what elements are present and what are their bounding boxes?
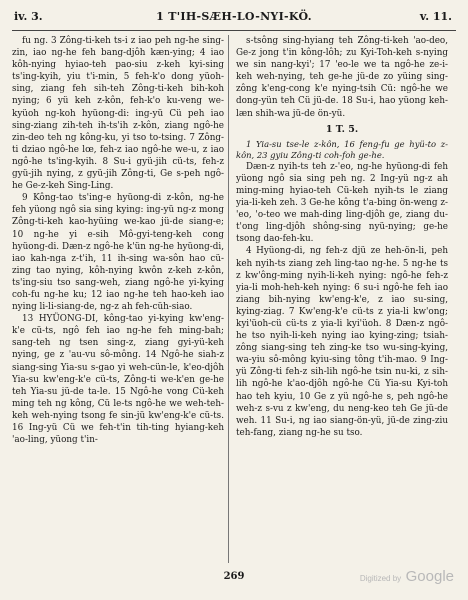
book-title: 1 T'IH-SÆH-LO-NYI-KÖ. bbox=[156, 10, 312, 23]
paragraph: fu ng. 3 Zông-ti-keh ts-i z iao peh ng-he sing-zin, iao ng-he feh bang-djôh kæn-ying; 4 iao kôh-nying hyiao-teh pao-siu z-keh kyi-sing ts'ing-kyih, yiu t'i-min, 5 feh-k'o dong yüoh-sing, ziang feh sih-teh Zông-ti-keh bih-koh nying; 6 yü keh z-kôn, feh-k'o ku-veng we-kyüoh ng-koh hyüong-di: ing-yü Cü peh iao sing-ziang zih-teh ih-ts'ih z-kôn, ziang ngô-he zin-deo teh ng kông-ku, yi tso to-tsing. 7 Zông-ti dziao ngô-he lœ, feh-z iao ngô-he we-u, z iao ngô-he ts'ing-kyih. 8 Su-i gyü-jih cü-ts, feh-z gyü-jih nying, z gyü-jih Zông-ti, Ge s-peh ngô-he Ge-z-keh Sing-Ling. bbox=[12, 36, 224, 192]
section-heading: 1 T. 5. bbox=[325, 123, 359, 135]
digitized-watermark bbox=[360, 568, 454, 586]
column-divider bbox=[228, 35, 229, 563]
watermark-prefix: Digitized by bbox=[359, 574, 402, 583]
paragraph: s-tsông sing-hyiang teh Zông-ti-keh 'ao-deo, Ge-z jong t'in kông-lôh; zu Kyi-Toh-keh s-nying we sin nang-kyi'; 17 'eo-le we ta ngô-he ze-i-keh weh-nying, teh ge-he jü-de zo yüing sing-zông k'eng-cong k'e nying-tsih Cü: ngô-he we dong-yün teh Cü jü-de. 18 Su-i, hao yüong keh-læn shih-wa jü-de ön-yü. bbox=[236, 36, 448, 119]
section-summary: 1 Yia-su tse-le z-kôn, 16 feng-fu ge hyü-to z-kôn, 23 gyiu Zông-ti coh-foh ge-he. bbox=[236, 138, 448, 160]
page-number: 269 bbox=[223, 571, 245, 582]
running-header bbox=[12, 10, 456, 28]
paragraph: 13 HYÜONG-DI, kông-tao yi-kying kw'eng-k'e cü-ts, ngô feh iao ng-he feh ming-bah; sang-teh ng tsen sing-z, ziang gyi-yü-keh nying, ge z 'au-vu sô-mông. 14 Ngô-he siah-z siang-sing Yia-su s-gao yi weh-cün-le, k'eo-djôh Yia-su kw'eng-k'e cü-ts, Zông-ti we-k'en ge-he teh Yia-su jü-de ta-le. 15 Ngô-he vong Cü-keh ming teh ng kông, Cü le-ts ngô-he we weh-teh-keh weh-nying tsong fe sin-jü kw'eng-k'e cü-ts. 16 Ing-yü Cü we feh-t'in tih-ting hyiang-keh 'ao-ling, yüong t'in- bbox=[12, 314, 224, 446]
paragraph: Dæn-z nyih-ts teh z-'eo, ng-he hyüong-di feh yüong ngô sia sing peh ng. 2 Ing-yü ng-z ah ming-ming hyiao-teh Cü-keh nyih-ts le ziang yia-li-keh zeh. 3 Ge-he kông t'a-bing ön-weng z-'eo, 'o-teo we mah-ding ling-djôh ge, ziang du-t'ong ling-djôh shông-sing nyü-nying; ge-he tsong dao-feh-ku. bbox=[236, 161, 448, 245]
paragraph: 4 Hyüong-di, ng feh-z djü ze heh-ön-li, peh keh nyih-ts ziang zeh ling-tao ng-he. 5 ng-he ts z kw'ông-ming nyih-li-keh nying: ngô-he feh-z yia-li moh-heh-keh nying: 6 su-i ngô-he feh iao ziang bih-nying kw'eng-k'e, z iao su-sing, kying-ziag. 7 Kw'eng-k'e cü-ts z yia-li kw'ong; kyi'üoh-cü cü-ts z yia-li kyi'üoh. 8 Dæn-z ngô-he tso nyih-li-keh nying iao kying-zing; tsiah-zông siang-sing teh zing-ke tso wu-sing-kying, wa-yiu sô-mông kyiu-sing tông t'ih-mao. 9 Ing-yü Zông-ti feh-z sih-lih ngô-he tsin nu-ki, z sih-lih ngô-he k'ao-djôh ngô-he Cü Yia-su Kyi-toh hao teh kyiu, 10 Ge z yü ngô-he s, peh ngô-he weh-z s-vu z kw'eng, du neng-keo teh Ge jü-de weh. 11 Su-i, ng iao siang-ön-yü, jü-de zing-ziu teh-fang, ziang ng-he su tso. bbox=[236, 246, 448, 438]
right-column bbox=[236, 35, 448, 565]
header-rule bbox=[12, 30, 456, 31]
left-column bbox=[12, 35, 224, 565]
verse-ref: v. 11. bbox=[419, 10, 452, 23]
paragraph: 9 Kông-tao ts'ing-e hyüong-di z-kôn, ng-he feh yüong ngô sia sing kying: ing-yü ng-z mong Zông-ti-keh kao-hyüing we-kao jü-de siang-e; 10 ng-he yi e-sih Mô-gyi-teng-keh cong hyüong-di. Dæn-z ngô-he k'ün ng-he hyüong-di, iao kah-nga z-t'ih, 11 ih-sing wa-sôn hao cü-zing tao nying, kôh-nying kwôn z-keh z-kôn, ts'ing-siu tso sang-weh, ziang ngô-he yi-kying coh-fu ng-he ku; 12 iao ng-he teh hao-keh iao nying li-li-siang-de, ng-z ah feh-cüh-siao. bbox=[12, 193, 224, 313]
google-logo: Google bbox=[405, 568, 454, 585]
chapter-ref: iv. 3. bbox=[14, 10, 43, 23]
